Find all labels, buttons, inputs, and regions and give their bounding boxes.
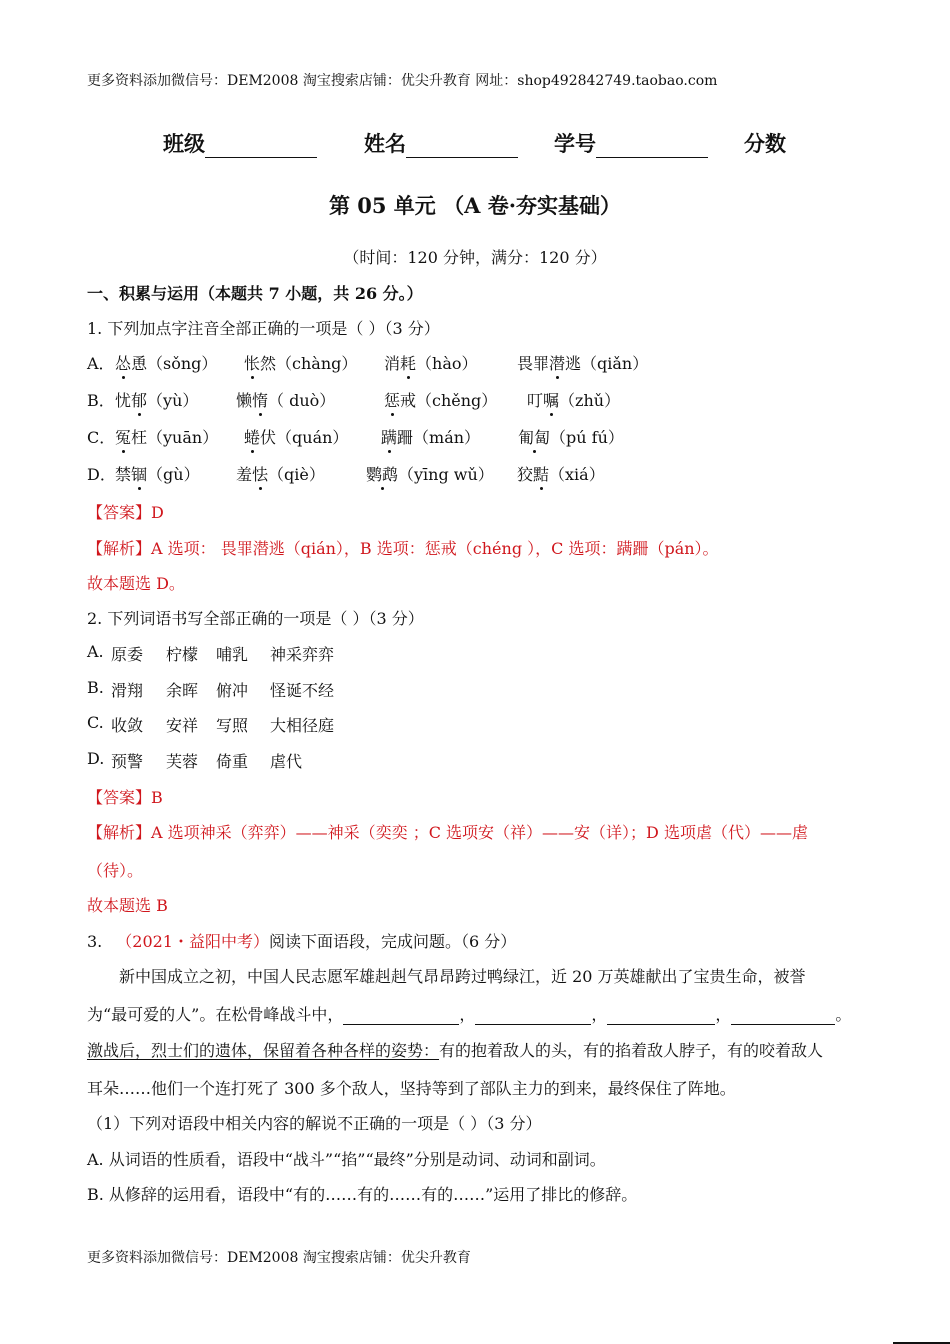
- q3-sub1-stem: （1）下列对语段中相关内容的解说不正确的一项是（ ）（3 分）: [87, 1114, 542, 1133]
- q2-option-d-word2: 芙蓉: [166, 752, 199, 771]
- q2-option-a-word3: 哺乳: [216, 645, 249, 664]
- q1-option-c-label: C．: [87, 428, 116, 447]
- page-footer: 更多资料添加微信号：DEM2008 淘宝搜索店铺：优尖升教育: [87, 1250, 471, 1266]
- q3-blank-1[interactable]: [343, 1008, 459, 1025]
- q2-option-c-word2: 安祥: [166, 716, 199, 735]
- q3-paragraph-line2: 为“最可爱的人”。在松骨峰战斗中， ， ， ， 。: [87, 1005, 852, 1024]
- q3-blank-4[interactable]: [731, 1008, 835, 1025]
- name-blank: [406, 137, 518, 158]
- q1-option-c-word1: 冤枉（yuān）: [115, 425, 218, 448]
- q3-blank-2[interactable]: [475, 1008, 591, 1025]
- q3-blank-3[interactable]: [607, 1008, 715, 1025]
- q1-option-a-word3: 消耗（hào）: [384, 351, 478, 374]
- q3-paragraph-line1: 新中国成立之初，中国人民志愿军雄赳赳气昂昂跨过鸭绿江，近 20 万英雄献出了宝贵生命，被誉: [119, 967, 806, 986]
- page-header: 更多资料添加微信号：DEM2008 淘宝搜索店铺：优尖升教育 网址：shop492842749.taobao.com: [87, 73, 718, 89]
- q1-option-a-word2: 怅然（chàng）: [244, 351, 357, 374]
- q1-conclusion: 故本题选 D。: [87, 574, 185, 593]
- q3-sub1-option-a: A. 从词语的性质看，语段中“战斗”“掐”“最终”分别是动词、动词和副词。: [87, 1150, 606, 1169]
- q2-option-c-label: C.: [87, 713, 104, 732]
- q1-option-a-word4: 畏罪潜逃（qiǎn）: [517, 351, 648, 374]
- q2-option-d-label: D.: [87, 749, 105, 768]
- q1-option-b-word3: 惩戒（chěng）: [384, 388, 497, 411]
- name-field: [364, 128, 518, 158]
- q2-option-c-word3: 写照: [216, 716, 249, 735]
- page-title: 第 05 单元 （A 卷·夯实基础）: [328, 193, 622, 218]
- q1-option-b-word2: 懒惰（ duò）: [236, 388, 335, 411]
- q2-option-c-word1: 收敛: [111, 716, 144, 735]
- q1-option-a-label: A．: [87, 354, 115, 373]
- q1-answer: 【答案】D: [87, 503, 164, 522]
- q1-option-c-word4: 匍匐（pú fú）: [518, 425, 624, 448]
- q2-answer: 【答案】B: [87, 788, 163, 807]
- q1-option-d-label: D．: [87, 465, 116, 484]
- q3-stem: [87, 929, 516, 952]
- q2-option-b-word1: 滑翔: [111, 681, 144, 700]
- section-heading: 一、积累与运用（本题共 7 小题，共 26 分。）: [87, 284, 423, 303]
- q2-option-b-word3: 俯冲: [216, 681, 249, 700]
- page-subtitle: （时间：120 分钟，满分：120 分）: [343, 248, 607, 267]
- q2-option-a-word2: 柠檬: [166, 645, 199, 664]
- q2-option-d-word3: 倚重: [216, 752, 249, 771]
- q1-analysis: 【解析】A 选项： 畏罪潜逃（qián），B 选项：惩戒（chéng ），C 选项：蹒跚（pán）。: [87, 539, 719, 558]
- q1-option-d-word3: 鹦鹉（yīng wǔ）: [366, 462, 494, 485]
- q1-option-c-word3: 蹒跚（mán）: [381, 425, 480, 448]
- class-label: 班级: [163, 131, 205, 156]
- name-label: 姓名: [364, 131, 406, 156]
- q2-option-d-word4: 虐代: [270, 752, 303, 771]
- number-blank: [596, 137, 708, 158]
- q3-sub1-option-b: B. 从修辞的运用看，语段中“有的……有的……有的……”运用了排比的修辞。: [87, 1185, 638, 1204]
- q2-conclusion: 故本题选 B: [87, 896, 168, 915]
- q2-option-b-label: B.: [87, 678, 104, 697]
- q2-option-a-word4: 神采弈弈: [270, 645, 335, 664]
- q2-option-a-label: A.: [87, 642, 104, 661]
- q1-option-d-word4: 狡黠（xiá）: [517, 462, 605, 485]
- class-blank: [205, 137, 317, 158]
- q1-option-a-word1: 怂恿（sǒng）: [115, 351, 217, 374]
- q2-option-d-word1: 预警: [111, 752, 144, 771]
- q1-option-b-label: B．: [87, 391, 115, 410]
- q2-option-b-word2: 余晖: [166, 681, 199, 700]
- q2-analysis-line2: （待）。: [87, 861, 144, 880]
- number-label: 学号: [554, 131, 596, 156]
- score-label: 分数: [744, 131, 786, 156]
- q1-option-d-word2: 羞怯（qiè）: [236, 462, 325, 485]
- number-field: [554, 128, 708, 158]
- q2-option-a-word1: 原委: [111, 645, 144, 664]
- q2-option-b-word4: 怪诞不经: [270, 681, 335, 700]
- q2-analysis-line1: 【解析】A 选项神采（弈弈）——神采（奕奕 ；C 选项安（祥）——安（详）；D 选项虐（代）——虐: [87, 823, 808, 842]
- q1-option-b-word1: 忧郁（yù）: [115, 388, 198, 411]
- q1-option-c-word2: 蜷伏（quán）: [244, 425, 348, 448]
- q2-stem: 2. 下列词语书写全部正确的一项是（ ）（3 分）: [87, 609, 424, 628]
- q3-underlined-sentence: 激战后，烈士们的遗体，保留着各种各样的姿势：: [87, 1041, 440, 1060]
- q1-option-b-word4: 叮嘱（zhǔ）: [527, 388, 620, 411]
- q1-stem: 1. 下列加点字注音全部正确的一项是（ ）（3 分）: [87, 319, 440, 338]
- q3-paragraph-line3: 激战后，烈士们的遗体，保留着各种各样的姿势：有的抱着敌人的头，有的掐着敌人脖子，有的咬着敌人: [87, 1041, 824, 1060]
- q2-option-c-word4: 大相径庭: [270, 716, 335, 735]
- q1-option-d-word1: 禁锢（gù）: [115, 462, 200, 485]
- class-field: [163, 128, 317, 158]
- q3-stem-text: 阅读下面语段，完成问题。（6 分）: [269, 932, 517, 951]
- q3-paragraph-line4: 耳朵……他们一个连打死了 300 多个敌人，坚持等到了部队主力的到来，最终保住了阵地。: [87, 1079, 736, 1098]
- q3-source: （2021・益阳中考）: [116, 932, 269, 951]
- q3-number: 3.: [87, 932, 103, 951]
- score-field: [744, 128, 786, 158]
